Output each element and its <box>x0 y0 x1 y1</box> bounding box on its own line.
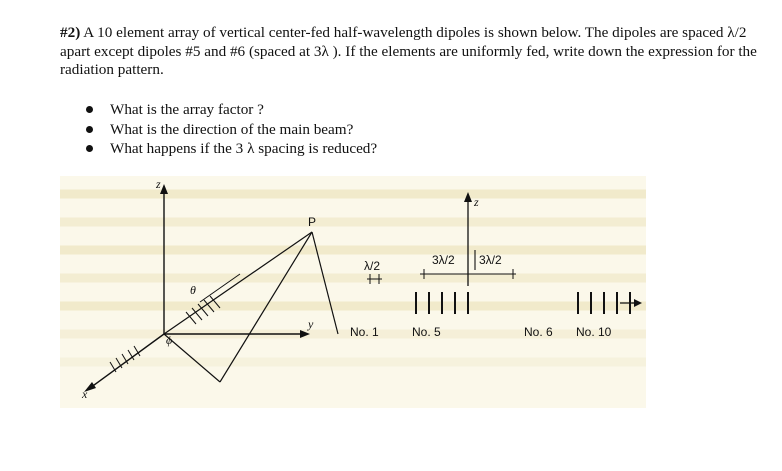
point-p-label: P <box>308 215 317 229</box>
antenna-array-figure <box>60 176 646 408</box>
y-axis-label: y <box>308 317 314 331</box>
z-axis-label: z <box>156 177 161 191</box>
question-item: What happens if the 3 λ spacing is reduced? <box>84 139 377 159</box>
element-label-no10: No. 10 <box>576 325 612 339</box>
problem-statement <box>60 24 760 80</box>
array-diagram <box>60 176 646 408</box>
phi-label: ϕ <box>166 333 173 347</box>
question-item: What is the direction of the main beam? <box>84 120 377 140</box>
problem-text: A 10 element array of vertical center-fed half-wavelength dipoles is shown below. The dipoles are spaced λ/2 apart except dipoles #5 and #6 (spaced at 3λ ). If the elements are uniformly fed, write down the expression for the radiation pattern. <box>60 24 757 78</box>
element-label-no6: No. 6 <box>524 325 553 339</box>
question-item: What is the array factor ? <box>84 100 377 120</box>
question-list <box>84 100 377 159</box>
background-ghost-text <box>60 176 646 408</box>
half-wavelength-label: λ/2 <box>364 259 381 273</box>
array-z-label: z <box>474 195 479 209</box>
spacing-label-b: 3λ/2 <box>479 253 502 267</box>
x-axis-label: x <box>82 387 88 401</box>
element-label-no5: No. 5 <box>412 325 441 339</box>
spacing-label-a: 3λ/2 <box>432 253 455 267</box>
theta-label: θ <box>190 283 196 297</box>
problem-number: #2) <box>60 24 81 41</box>
element-label-no1: No. 1 <box>350 325 379 339</box>
